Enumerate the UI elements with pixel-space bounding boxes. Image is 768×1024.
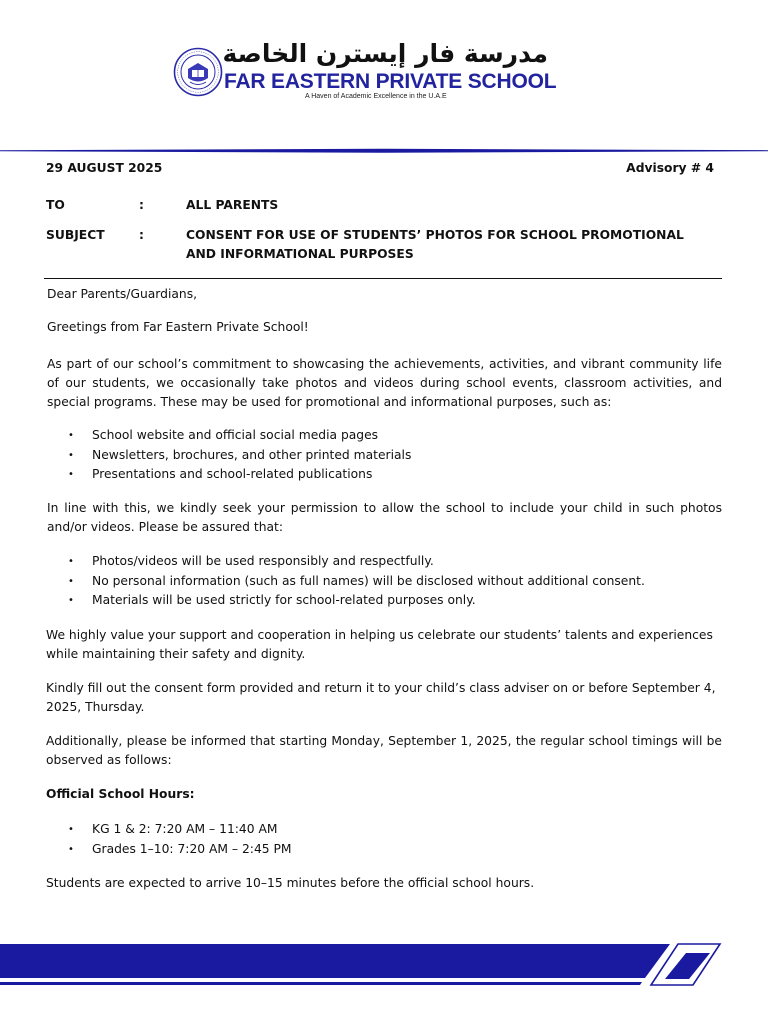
- list-item: [66, 552, 645, 572]
- list-item-text: Newsletters, brochures, and other printed materials: [92, 447, 412, 462]
- permission-paragraph: In line with this, we kindly seek your permission to allow the school to include your child in such photos and/or videos. Please be assured that:: [47, 501, 722, 534]
- bullet-icon: •: [68, 843, 74, 855]
- list-item: [66, 840, 292, 860]
- arrival-note: Students are expected to arrive 10–15 minutes before the official school hours.: [46, 876, 535, 890]
- list-item-text: School website and official social media pages: [92, 428, 379, 442]
- list-item: [66, 820, 292, 840]
- to-value: ALL PARENTS: [186, 198, 279, 212]
- list-item-text: Presentations and school-related publications: [92, 467, 373, 481]
- value-paragraph: We highly value your support and cooperation in helping us celebrate our students’ talents and experiences while maintaining their safety and dignity.: [46, 628, 713, 661]
- bullet-icon: •: [68, 449, 74, 461]
- school-tagline: A Haven of Academic Excellence in the U.A.E: [305, 93, 447, 100]
- list-item-text: KG 1 & 2: 7:20 AM – 11:40 AM: [92, 822, 278, 836]
- bullet-icon: •: [68, 595, 74, 606]
- list-item: [66, 465, 411, 485]
- list-item: [66, 572, 645, 592]
- hours-list: [66, 820, 292, 859]
- bullet-icon: •: [68, 430, 74, 441]
- intro-paragraph: As part of our school’s commitment to showcasing the achievements, activities, and vibrant community life of our students, we occasionally take photos and videos during school events, classroom activities, and special programs. These may be used for promotional and informational purposes, such as:: [47, 357, 722, 409]
- list-item-text: No personal information (such as full names) will be disclosed without additional consent.: [92, 573, 645, 588]
- list-item: [66, 446, 411, 466]
- bullet-icon: •: [68, 575, 74, 587]
- list-item-text: Materials will be used strictly for school-related purposes only.: [92, 593, 476, 607]
- list-item: [66, 591, 645, 611]
- consent-form-paragraph: Kindly fill out the consent form provided and return it to your child’s class adviser on or before September 4, 2025, Thursday.: [46, 681, 716, 714]
- to-label: TO: [46, 198, 65, 212]
- list-item-text: Photos/videos will be used responsibly and respectfully.: [92, 554, 434, 568]
- to-colon: :: [139, 198, 144, 212]
- bullet-icon: •: [68, 824, 74, 835]
- timings-paragraph: Additionally, please be informed that starting Monday, September 1, 2025, the regular school timings will be observed as follows:: [46, 734, 722, 767]
- header-divider: [0, 146, 768, 156]
- uses-list: [66, 426, 411, 485]
- salutation: Dear Parents/Guardians,: [47, 287, 198, 301]
- bullet-icon: •: [68, 469, 74, 480]
- hours-heading: Official School Hours:: [46, 787, 195, 801]
- subject-label: SUBJECT: [46, 228, 105, 242]
- subject-value: CONSENT FOR USE OF STUDENTS’ PHOTOS FOR SCHOOL PROMOTIONAL AND INFORMATIONAL PURPOSES: [186, 228, 684, 261]
- list-item: [66, 426, 411, 446]
- list-item-text: Grades 1–10: 7:20 AM – 2:45 PM: [92, 841, 292, 856]
- subject-colon: :: [139, 228, 144, 242]
- school-name-arabic: مدرسة فار إيسترن الخاصة: [222, 39, 548, 68]
- assurances-list: [66, 552, 645, 611]
- advisory-number: Advisory # 4: [626, 161, 714, 175]
- school-name-english: FAR EASTERN PRIVATE SCHOOL: [224, 70, 557, 93]
- bullet-icon: •: [68, 556, 74, 567]
- greeting: Greetings from Far Eastern Private School!: [47, 320, 309, 334]
- letter-date: 29 AUGUST 2025: [46, 161, 163, 175]
- body-divider: [44, 278, 722, 279]
- school-crest-icon: [173, 47, 223, 97]
- footer-band: [0, 930, 768, 1024]
